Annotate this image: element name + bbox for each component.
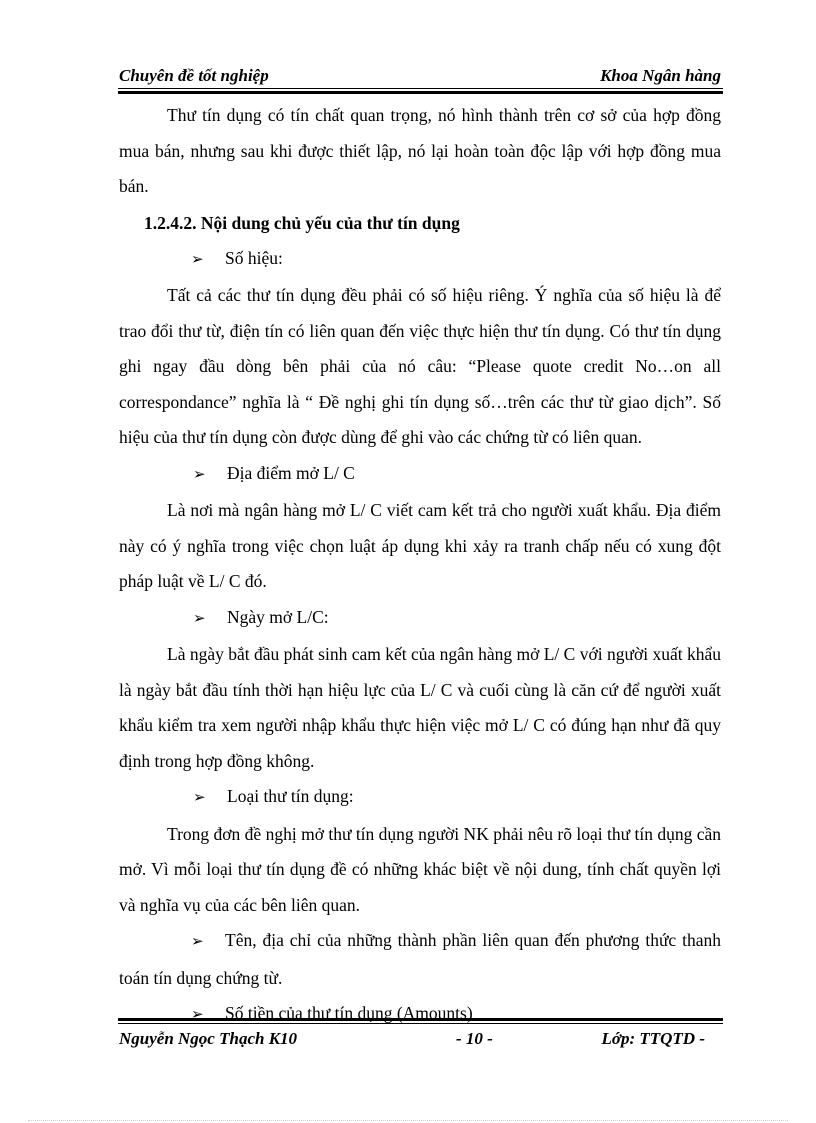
arrow-bullet-icon: ➢ [191,934,204,950]
bullet-ngay-mo: ➢ Ngày mở L/C: [119,600,721,638]
paragraph-dia-diem: Là nơi mà ngân hàng mở L/ C viết cam kết trả cho người xuất khẩu. Địa điểm này có ý nghĩa trong việc chọn luật áp dụng khi xảy ra tranh chấp nếu có xung đột pháp luật về L/ C đó. [119,500,721,591]
section-heading: 1.2.4.2. Nội dung chủ yếu của thư tín dụng [144,212,460,233]
header-right-title: Khoa Ngân hàng [600,66,721,85]
arrow-bullet-icon: ➢ [191,251,204,268]
bullet-dia-diem: ➢ Địa điểm mở L/ C [119,456,721,494]
paragraph-loai: Trong đơn đề nghị mở thư tín dụng người NK phải nêu rõ loại thư tín dụng cần mở. Vì mỗi loại thư tín dụng đề có những khác biệt về nội dung, tính chất quyền lợi và nghĩa vụ của các bên liên quan. [119,823,721,915]
bullet-loai: ➢ Loại thư tín dụng: [119,779,721,817]
page-header [119,66,721,88]
paragraph-so-hieu: Tất cả các thư tín dụng đều phải có số hiệu riêng. Ý nghĩa của số hiệu là để trao đổi thư từ, điện tín có liên quan đến việc thực hiện thư tín dụng. Có thư tín dụng ghi ngay đầu dòng bên phải của nó câu: “Please quote credit No…on all correspondance” nghĩa là “ Đề nghị ghi tín dụng số…trên các thư từ giao dịch”. Số hiệu của thư tín dụng còn được dùng để ghi vào các chứng từ có liên quan. [119,285,721,447]
footer-author: Nguyễn Ngọc Thạch K10 [119,1029,298,1048]
footer-class: Lớp: TTQTD - [601,1029,705,1048]
bullet-ten-dia-chi: ➢ Tên, địa chỉ của những thành phần liên quan đến phương thức thanh toán tín dụng chứng từ. [119,923,721,996]
header-left-title: Chuyên đề tốt nghiệp [119,66,269,85]
header-rule [118,88,723,94]
bullet-so-tien: ➢ Số tiền của thư tín dụng (Amounts) [119,996,721,1034]
paragraph-ngay-mo: Là ngày bắt đầu phát sinh cam kết của ngân hàng mở L/ C với người xuất khẩu là ngày bắt đầu tính thời hạn hiệu lực của L/ C và cuối cùng là căn cứ để người xuất khẩu kiểm tra xem người nhập khẩu thực hiện việc mở L/ C có đúng hạn như đã quy định trong hợp đồng không. [119,644,721,771]
page-number: - 10 - [456,1029,493,1048]
arrow-bullet-icon: ➢ [191,1007,204,1023]
document-body [119,98,721,1034]
bullet-so-hieu: ➢ Số hiệu: [119,241,721,279]
arrow-bullet-icon: ➢ [193,610,206,627]
page-edge-divider [28,1120,788,1121]
arrow-bullet-icon: ➢ [193,790,206,806]
arrow-bullet-icon: ➢ [193,466,206,483]
footer-rule [118,1018,723,1024]
paragraph-intro: Thư tín dụng có tín chất quan trọng, nó hình thành trên cơ sở của hợp đồng mua bán, nhưng sau khi được thiết lập, nó lại hoàn toàn độc lập với hợp đồng mua bán. [119,105,721,196]
